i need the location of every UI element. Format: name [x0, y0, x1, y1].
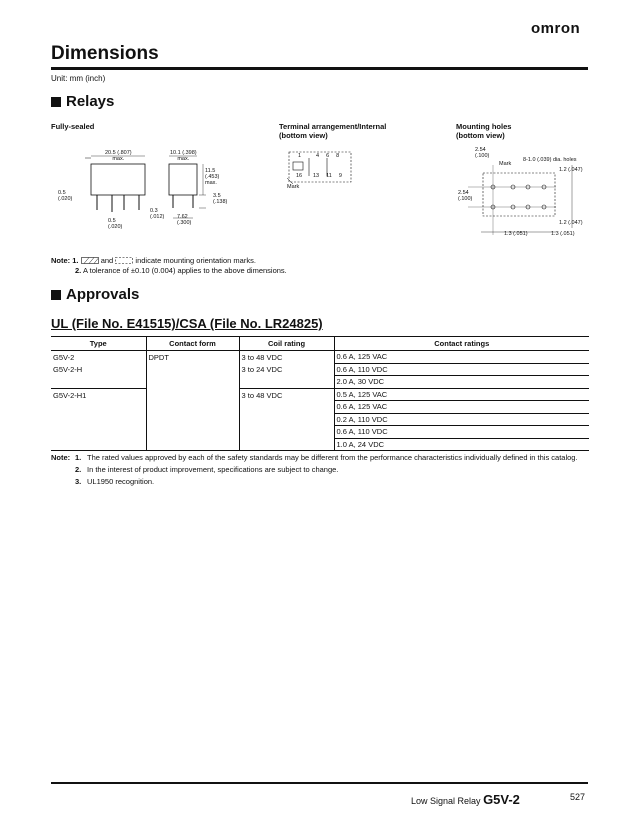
fully-sealed-drawing	[51, 140, 251, 240]
section-bullet-icon	[51, 290, 61, 300]
ratings-cell	[334, 388, 589, 451]
mount-bottom-a: 1.3 (.051)	[504, 231, 528, 237]
approval-note-2	[51, 465, 589, 475]
dim-pin-thickness-value: 0.3	[150, 208, 158, 214]
table-row	[51, 388, 589, 451]
dim-height-max: max.	[205, 180, 217, 186]
dim-row-pitch	[177, 214, 191, 226]
approval-note-2-text: In the interest of product improvement, specifications are subject to change.	[87, 465, 339, 474]
approvals-table	[51, 336, 589, 451]
approval-note-3-text: UL1950 recognition.	[87, 477, 155, 486]
type-g5v-2: G5V-2	[53, 353, 75, 362]
terminal-pin-8: 8	[336, 153, 340, 159]
coil-value: 3 to 48 VDC	[241, 390, 283, 400]
mount-pitch-left-inch: (.100)	[458, 196, 473, 202]
table-row	[51, 351, 589, 389]
terminal-label-line3: (bottom view)	[279, 131, 328, 140]
footer-rule	[51, 782, 588, 784]
terminal-pins-top	[316, 153, 339, 159]
terminal-pin-13: 13	[313, 173, 320, 179]
section-approvals	[51, 286, 139, 303]
footer-product-line: Low Signal Relay	[411, 796, 481, 806]
ratings-cell	[334, 351, 589, 389]
mount-pitch-top-inch: (.100)	[475, 153, 490, 159]
header-contact-ratings: Contact ratings	[334, 337, 589, 351]
approval-note-label: Note:	[51, 453, 71, 462]
terminal-pin-4: 4	[316, 153, 320, 159]
relay-note-2	[51, 266, 287, 276]
coil-cell	[239, 388, 334, 451]
rating-value: 0.6 A, 110 VDC	[335, 426, 590, 439]
mount-bottom-b: 1.3 (.051)	[551, 231, 575, 237]
dim-width-max: max.	[112, 156, 125, 162]
dim-pin-thickness-inch: (.012)	[150, 214, 165, 220]
approval-note-3-num: 3.	[75, 477, 82, 486]
mount-hole-spec: 8-1.0 (.039) dia. holes	[523, 157, 577, 163]
fully-sealed-label: Fully-sealed	[51, 122, 95, 131]
rating-value: 1.0 A, 24 VDC	[336, 439, 385, 449]
dim-width-value: 20.5 (.807)	[105, 150, 132, 156]
type-cell	[51, 388, 146, 451]
approval-notes	[51, 453, 589, 487]
approvals-subhead: UL (File No. E41515)/CSA (File No. LR24825)	[51, 316, 323, 331]
dim-width	[105, 150, 132, 162]
approval-note-1-text: The rated values approved by each of the safety standards may be different from the performance characteristics individually defined in this catalog.	[87, 453, 578, 462]
relay-note-label: Note:	[51, 256, 71, 265]
terminal-label	[279, 122, 386, 140]
mount-right-bottom: 1.2 (.047)	[559, 220, 583, 226]
dim-pin-length-inch: (.138)	[213, 199, 228, 205]
type-cell	[51, 351, 146, 389]
terminal-mark: Mark	[287, 184, 300, 190]
section-relays	[51, 93, 114, 110]
unit-note: Unit: mm (inch)	[51, 74, 106, 83]
dim-depth-max: max.	[177, 156, 190, 162]
mount-pitch-top-value: 2.54	[475, 147, 486, 153]
section-relays-label: Relays	[66, 93, 115, 110]
dim-pin-width-value: 0.5	[58, 190, 66, 196]
relay-note-1-num: 1.	[72, 256, 79, 265]
mount-mark: Mark	[499, 161, 512, 167]
footer-page-number: 527	[570, 792, 586, 802]
table-header-row	[51, 337, 589, 351]
dim-depth	[170, 150, 197, 162]
dim-pin-thickness	[150, 208, 164, 220]
section-bullet-icon	[51, 97, 61, 107]
relay-note-2-text: A tolerance of ±0.10 (0.004) applies to the above dimensions.	[82, 266, 287, 275]
dim-pin-width-2-inch: (.020)	[108, 224, 123, 230]
dashed-mark-icon	[115, 257, 133, 264]
rating-value: 0.2 A, 110 VDC	[335, 414, 590, 427]
dim-pin-width	[58, 190, 72, 202]
coil-cell	[239, 351, 334, 389]
title-rule	[51, 67, 588, 70]
terminal-pin-11: 11	[326, 173, 332, 179]
type-g5v-2-h1: G5V-2-H1	[53, 390, 87, 400]
type-g5v-2-h: G5V-2-H	[53, 364, 83, 374]
brand-logo: omron	[531, 20, 581, 37]
approval-note-1	[51, 453, 589, 463]
footer-model: G5V-2	[483, 792, 520, 807]
mount-pitch-left	[458, 190, 472, 202]
mount-right-top: 1.2 (.047)	[559, 167, 583, 173]
mounting-label-line1: Mounting holes	[456, 122, 512, 131]
dim-height-value: 11.5	[205, 168, 216, 174]
contact-form-cell	[146, 351, 239, 451]
coil-value: 3 to 24 VDC	[241, 364, 283, 374]
rating-value: 0.6 A, 125 VAC	[335, 351, 590, 364]
section-approvals-label: Approvals	[66, 286, 140, 303]
page-title: Dimensions	[51, 43, 159, 64]
mount-pitch-left-value: 2.54	[458, 190, 469, 196]
footer-product	[411, 792, 520, 807]
relay-note-1-text: indicate mounting orientation marks.	[135, 256, 256, 265]
header-type: Type	[51, 337, 146, 351]
rating-value: 2.0 A, 30 VDC	[336, 377, 385, 386]
terminal-pin-9: 9	[338, 173, 342, 179]
rating-value: 0.5 A, 125 VAC	[335, 389, 590, 402]
approval-note-3	[51, 477, 589, 487]
rating-value: 0.6 A, 125 VAC	[335, 401, 590, 414]
contact-form-value: DPDT	[148, 353, 169, 362]
dim-height-inch: (.453)	[205, 174, 220, 180]
dim-pin-width-2	[108, 218, 122, 230]
terminal-pins-bottom	[313, 173, 342, 179]
hatched-mark-icon	[81, 257, 99, 264]
dim-pin-length-value: 3.5	[213, 193, 221, 199]
relay-notes	[51, 256, 287, 276]
header-coil-rating: Coil rating	[239, 337, 334, 351]
dim-depth-value: 10.1 (.398)	[170, 150, 197, 156]
dim-pin-width-inch: (.020)	[58, 196, 73, 202]
relay-note-2-num: 2.	[75, 266, 82, 275]
terminal-pin-1: 1	[298, 153, 302, 159]
terminal-pin-6: 6	[326, 153, 330, 159]
relay-note-1-and: and	[100, 256, 114, 265]
approval-note-2-num: 2.	[75, 465, 82, 474]
dim-row-pitch-value: 7.62	[177, 214, 188, 220]
coil-value: 3 to 48 VDC	[241, 353, 283, 362]
terminal-label-line1: Terminal arrangement/Internal	[279, 122, 387, 131]
dim-height	[205, 168, 219, 186]
dim-row-pitch-inch: (.300)	[177, 220, 192, 226]
mounting-label	[456, 122, 511, 140]
terminal-pin-16: 16	[296, 173, 303, 179]
approval-note-1-num: 1.	[75, 453, 82, 462]
mounting-label-line2: (bottom view)	[456, 131, 505, 140]
dim-pin-width-2-value: 0.5	[108, 218, 116, 224]
relay-note-1	[51, 256, 287, 266]
rating-value: 0.6 A, 110 VDC	[335, 364, 590, 377]
mount-pitch-top	[475, 147, 489, 159]
header-contact-form: Contact form	[146, 337, 239, 351]
dim-pin-length	[213, 193, 227, 205]
